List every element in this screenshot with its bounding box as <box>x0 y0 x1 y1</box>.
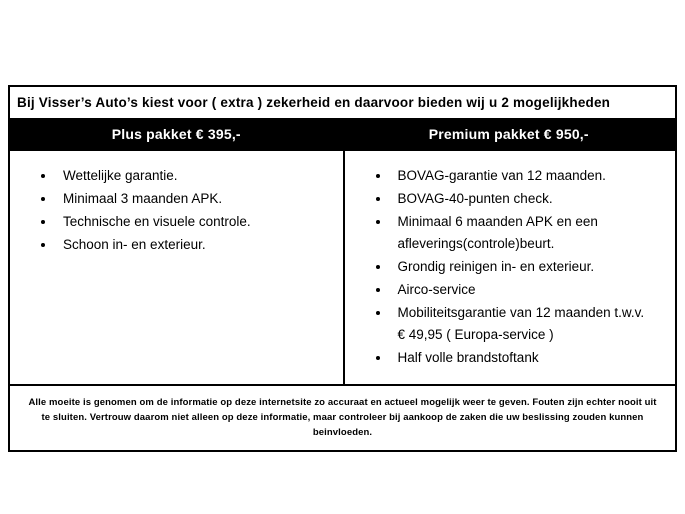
package-list-item: • Airco-service <box>391 279 648 301</box>
package-list-item: • Technische en visuele controle. <box>56 211 315 233</box>
package-list-item: • Mobiliteitsgarantie van 12 maanden t.w.v. € 49,95 ( Europa-service ) <box>391 302 648 346</box>
table-title: Bij Visser’s Auto’s kiest voor ( extra ) zekerheid en daarvoor bieden wij u 2 mogelijkheden <box>17 95 611 110</box>
plus-package-list <box>10 151 343 271</box>
premium-package-list <box>345 151 676 384</box>
package-list-item: • BOVAG-40-punten check. <box>391 188 648 210</box>
plus-package-cell <box>10 151 343 384</box>
package-list-item: • Wettelijke garantie. <box>56 165 315 187</box>
package-details-row <box>10 151 675 384</box>
package-list-item: • BOVAG-garantie van 12 maanden. <box>391 165 648 187</box>
package-list-item: • Minimaal 6 maanden APK en een afleverings(controle)beurt. <box>391 211 648 255</box>
package-title-row <box>10 118 675 151</box>
premium-package-title: Premium pakket € 950,- <box>428 126 589 142</box>
warranty-packages-table <box>8 85 677 452</box>
package-list-item: • Half volle brandstoftank <box>391 347 648 369</box>
package-list-item: • Minimaal 3 maanden APK. <box>56 188 315 210</box>
package-list-item: • Schoon in- en exterieur. <box>56 234 315 256</box>
package-list-item: • Grondig reinigen in- en exterieur. <box>391 256 648 278</box>
plus-package-title: Plus pakket € 395,- <box>111 126 241 142</box>
premium-package-cell <box>343 151 676 384</box>
disclaimer-text: Alle moeite is genomen om de informatie op deze internetsite zo accuraat en actueel mogelijk weer te geven. Fouten zijn echter nooit uit te sluiten. Vertrouw daarom niet alleen op deze informatie, maar controleer bij aankoop de zaken die uw beslissing zouden kunnen beinvloeden. <box>10 384 675 450</box>
